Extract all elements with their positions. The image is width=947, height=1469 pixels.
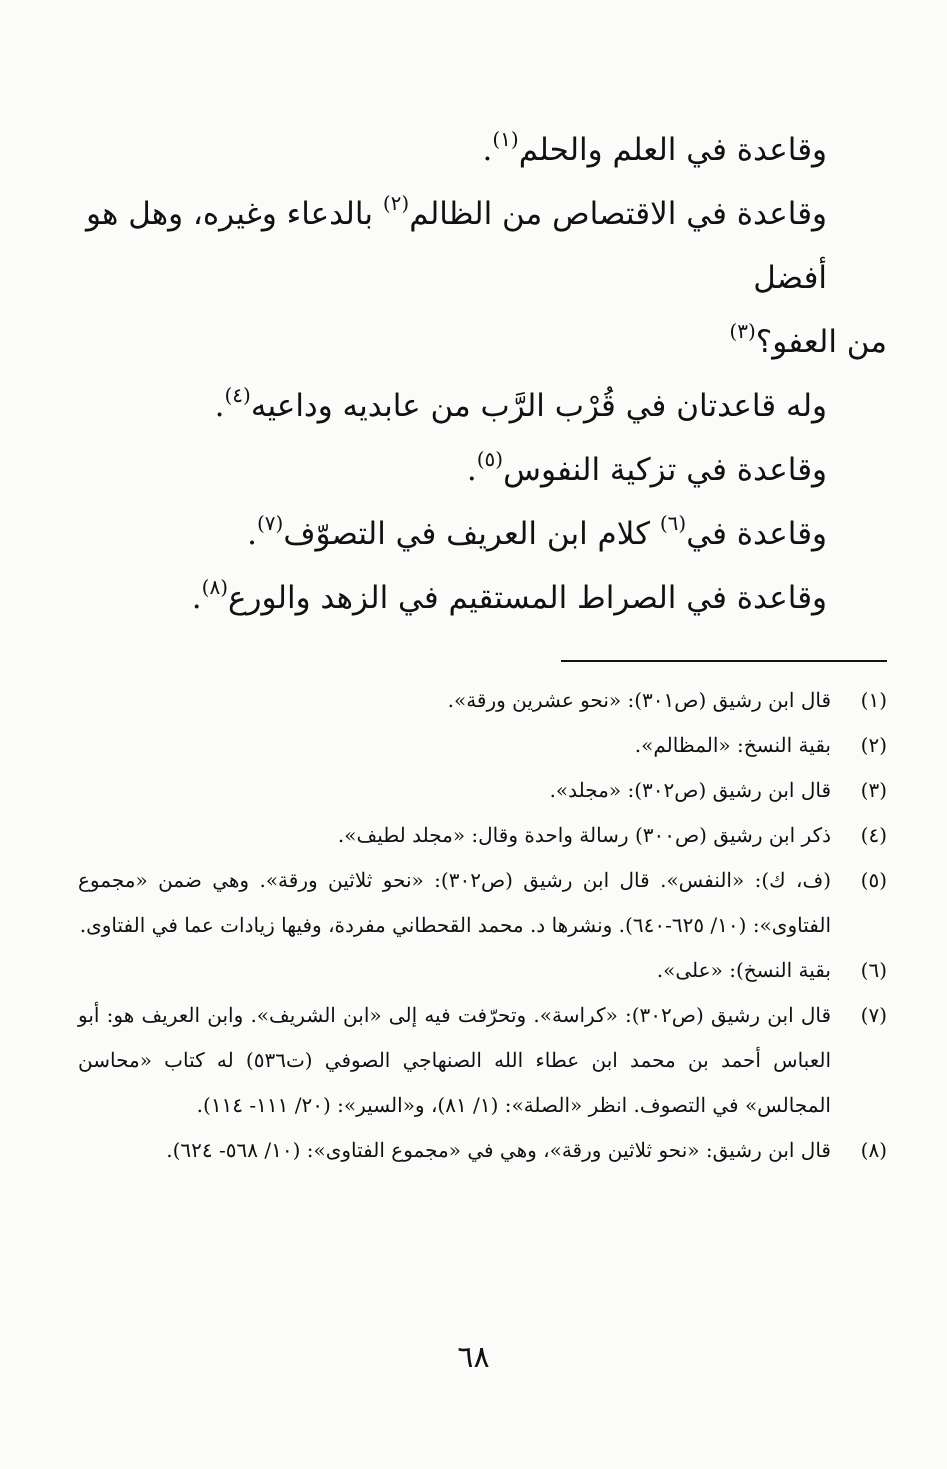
footnote-3 [78,768,887,813]
footnote-text: (ف، ك): «النفس». قال ابن رشيق (ص٣٠٢): «نحو ثلاثين ورقة». وهي ضمن «مجموع الفتاوى»: (١٠/ ٦٢٥-٦٤٠). ونشرها د. محمد القحطاني مفردة، وفيها زيادات عما في الفتاوى. [78,868,831,937]
footnote-divider [561,660,887,662]
footnote-number: (٤) [860,823,887,847]
text-line-5: وقاعدة في$^{(٦)}$ كلام ابن العريف في التصوّف$^{(٧)}$. [247,511,827,552]
footnote-ref-1[interactable]: (١) [492,127,519,151]
footnote-text: قال ابن رشيق: «نحو ثلاثين ورقة»، وهي في «مجموع الفتاوى»: (١٠/ ٥٦٨- ٦٢٤). [166,1138,831,1162]
footnote-ref-6[interactable]: (٦) [659,511,687,535]
footnote-text: قال ابن رشيق (ص٣٠٢): «مجلد». [549,778,831,802]
footnote-text: ذكر ابن رشيق (ص٣٠٠) رسالة واحدة وقال: «مجلد لطيف». [337,823,831,847]
footnote-text: قال ابن رشيق (ص٣٠٢): «كراسة». وتحرّفت فيه إلى «ابن الشريف». وابن العريف هو: أبو العباس أحمد بن محمد ابن عطاء الله الصنهاجي الصوفي (ت٥٣٦) له كتاب «محاسن المجالس» في التصوف. انظر «الصلة»: (١/ ٨١)، و«السير»: (٢٠/ ١١١- ١١٤). [78,1003,832,1117]
footnote-number: (٦) [860,958,887,982]
footnote-6 [78,948,887,993]
footnote-number: (٥) [860,868,887,892]
footnotes [78,678,887,1173]
footnote-2 [78,723,887,768]
footnote-text: قال ابن رشيق (ص٣٠١): «نحو عشرين ورقة». [447,688,831,712]
footnote-ref-4[interactable]: (٤) [224,383,251,407]
footnote-ref-7[interactable]: (٧) [256,511,284,535]
text-line-2: وقاعدة في الاقتصاص من الظالم$^{(٢)}$ بالدعاء وغيره، وهل هو أفضل [86,191,827,296]
footnote-8 [78,1128,887,1173]
footnote-ref-2[interactable]: (٢) [382,191,410,215]
text-line-6: وقاعدة في الصراط المستقيم في الزهد والورع$^{(٨)}$. [191,575,827,616]
text-line-1: وقاعدة في العلم والحلم$^{(١)}$. [482,127,827,168]
footnote-number: (١) [860,688,887,712]
footnote-text: بقية النسخ: «المظالم». [634,733,831,757]
footnote-4 [78,813,887,858]
text-line-2-cont: من العفو؟$^{(٣)}$ [729,319,887,360]
footnote-ref-5[interactable]: (٥) [476,447,504,471]
text-line-4: وقاعدة في تزكية النفوس$^{(٥)}$. [466,447,827,488]
page-number: ٦٨ [457,1340,490,1375]
footnote-number: (٨) [860,1138,887,1162]
footnote-ref-8[interactable]: (٨) [201,575,229,599]
main-text [78,118,887,630]
footnote-7 [78,993,887,1128]
footnote-text: بقية النسخ): «على». [656,958,831,982]
text-line-3: وله قاعدتان في قُرْب الرَّب من عابديه وداعيه$^{(٤)}$. [214,383,827,424]
footnote-number: (٢) [860,733,887,757]
footnote-ref-3[interactable]: (٣) [729,319,756,343]
footnote-1 [78,678,887,723]
footnote-5 [78,858,887,948]
footnote-number: (٧) [860,1003,887,1027]
footnote-number: (٣) [860,778,887,802]
